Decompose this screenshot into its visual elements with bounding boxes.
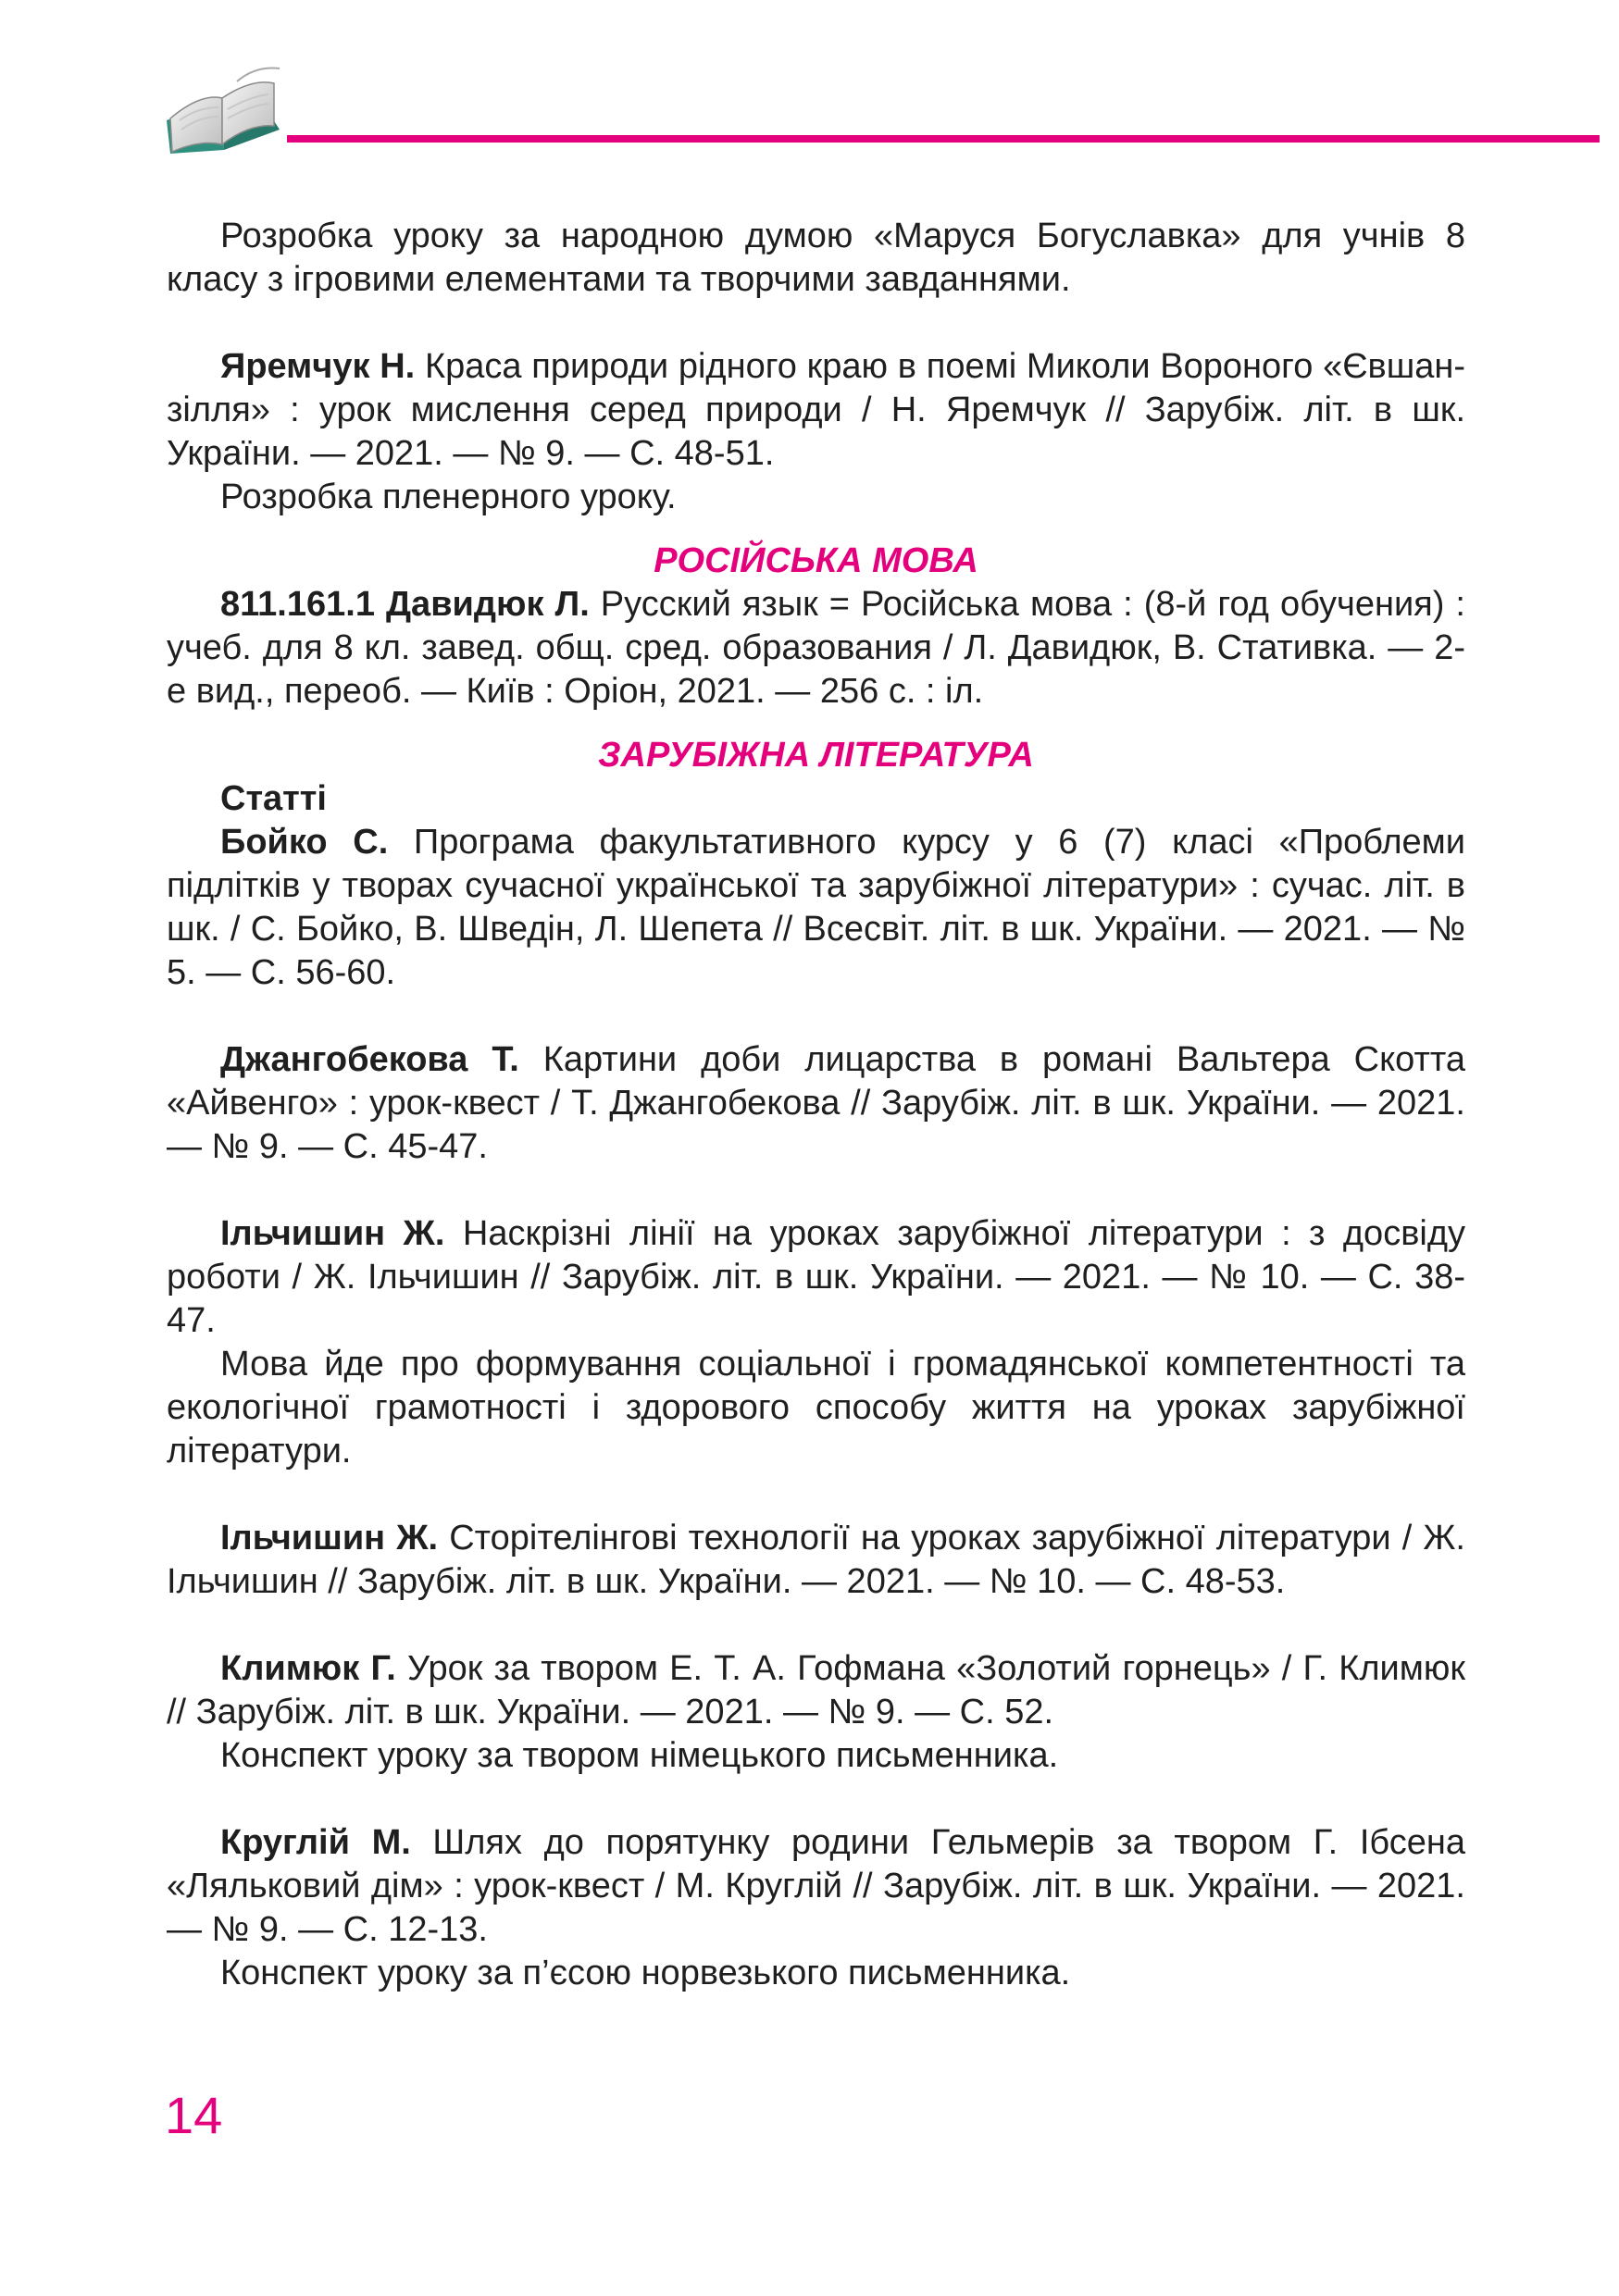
bibliography-entry: [167, 1038, 1465, 1169]
page-content: [167, 215, 1465, 1995]
entry-annotation: [167, 215, 1465, 302]
entry-citation: Русский язык = Російська мова : (8-й год обучения) : учеб. для 8 кл. завед. общ. сред. образования / Л. Давидюк, В. Стативка. — 2-е вид., переоб. — Київ : Оріон, 2021. — 256 с. : іл.: [167, 585, 1465, 711]
entry-citation: Урок за твором Е. Т. А. Гофмана «Золотий горнець» / Г. Климюк // Зарубіж. літ. в шк. України. — 2021. — № 9. — С. 52.: [167, 1649, 1466, 1731]
bibliography-entry: [167, 1212, 1465, 1343]
subheading: [167, 777, 1465, 821]
bibliography-entry: [167, 1647, 1465, 1734]
bibliography-entry: [167, 583, 1465, 714]
entry-author: Ільчишин Ж.: [220, 1214, 445, 1253]
entry-author: Ільчишин Ж.: [220, 1519, 439, 1558]
annotation-text: Розробка пленерного уроку.: [220, 478, 677, 516]
entry-citation: Програма факультативного курсу у 6 (7) класі «Проблеми підлітків у творах сучасної української та зарубіжної літератури» : сучас. літ. в шк. / С. Бойко, В. Шведін, Л. Шепета // Всесвіт. літ. в шк. України. — 2021. — № 5. — С. 56-60.: [167, 823, 1465, 992]
entry-citation: Картини доби лицарства в романі Вальтера Скотта «Айвенго» : урок-квест / Т. Джангобекова // Зарубіж. літ. в шк. України. — 2021. — № 9. — С. 45-47.: [167, 1040, 1465, 1166]
bibliography-entry: [167, 1821, 1465, 1952]
annotation-text: Розробка уроку за народною думою «Маруся Богуславка» для учнів 8 класу з ігровими елементами та творчими завданнями.: [167, 217, 1465, 299]
page-header: [157, 65, 1472, 167]
entry-citation: Наскрізні лінії на уроках зарубіжної літератури : з досвіду роботи / Ж. Ільчишин // Зарубіж. літ. в шк. України. — 2021. — № 10. — С. 38-47.: [167, 1214, 1465, 1340]
entry-author: Климюк Г.: [220, 1649, 396, 1688]
bibliography-entry: [167, 345, 1465, 476]
bibliography-entry: [167, 821, 1465, 995]
entry-annotation: [167, 1343, 1465, 1473]
entry-annotation: [167, 1952, 1465, 1995]
page-number: 14: [165, 2086, 223, 2144]
entry-author: 811.161.1 Давидюк Л.: [220, 585, 590, 624]
open-book-icon: [157, 65, 287, 167]
header-rule: [287, 135, 1600, 143]
entry-author: Бойко С.: [220, 823, 389, 862]
section-heading: ЗАРУБІЖНА ЛІТЕРАТУРА: [598, 736, 1034, 775]
entry-author: Джангобекова Т.: [220, 1040, 519, 1079]
entry-author: Круглій М.: [220, 1823, 411, 1862]
entry-author: Яремчук Н.: [220, 347, 416, 386]
subheading-text: Статті: [220, 779, 327, 818]
entry-citation: Сторітелінгові технології на уроках зарубіжної літератури / Ж. Ільчишин // Зарубіж. літ. в шк. України. — 2021. — № 10. — С. 48-53.: [167, 1519, 1465, 1601]
annotation-text: Конспект уроку за п’єсою норвезького письменника.: [220, 1954, 1071, 1992]
entry-annotation: [167, 476, 1465, 519]
section-heading: РОСІЙСЬКА МОВА: [654, 541, 978, 580]
annotation-text: Мова йде про формування соціальної і громадянської компетентності та екологічної грамотності і здорового способу життя на уроках зарубіжної літератури.: [167, 1345, 1465, 1471]
entry-citation: Краса природи рідного краю в поемі Миколи Вороного «Євшан-зілля» : урок мислення серед природи / Н. Яремчук // Зарубіж. літ. в шк. України. — 2021. — № 9. — С. 48-51.: [167, 347, 1465, 473]
annotation-text: Конспект уроку за твором німецького письменника.: [220, 1736, 1059, 1775]
entry-annotation: [167, 1734, 1465, 1778]
entry-citation: Шлях до порятунку родини Гельмерів за твором Г. Ібсена «Ляльковий дім» : урок-квест / М. Круглій // Зарубіж. літ. в шк. України. — 2021. — № 9. — С. 12-13.: [167, 1823, 1465, 1949]
bibliography-entry: [167, 1517, 1465, 1604]
